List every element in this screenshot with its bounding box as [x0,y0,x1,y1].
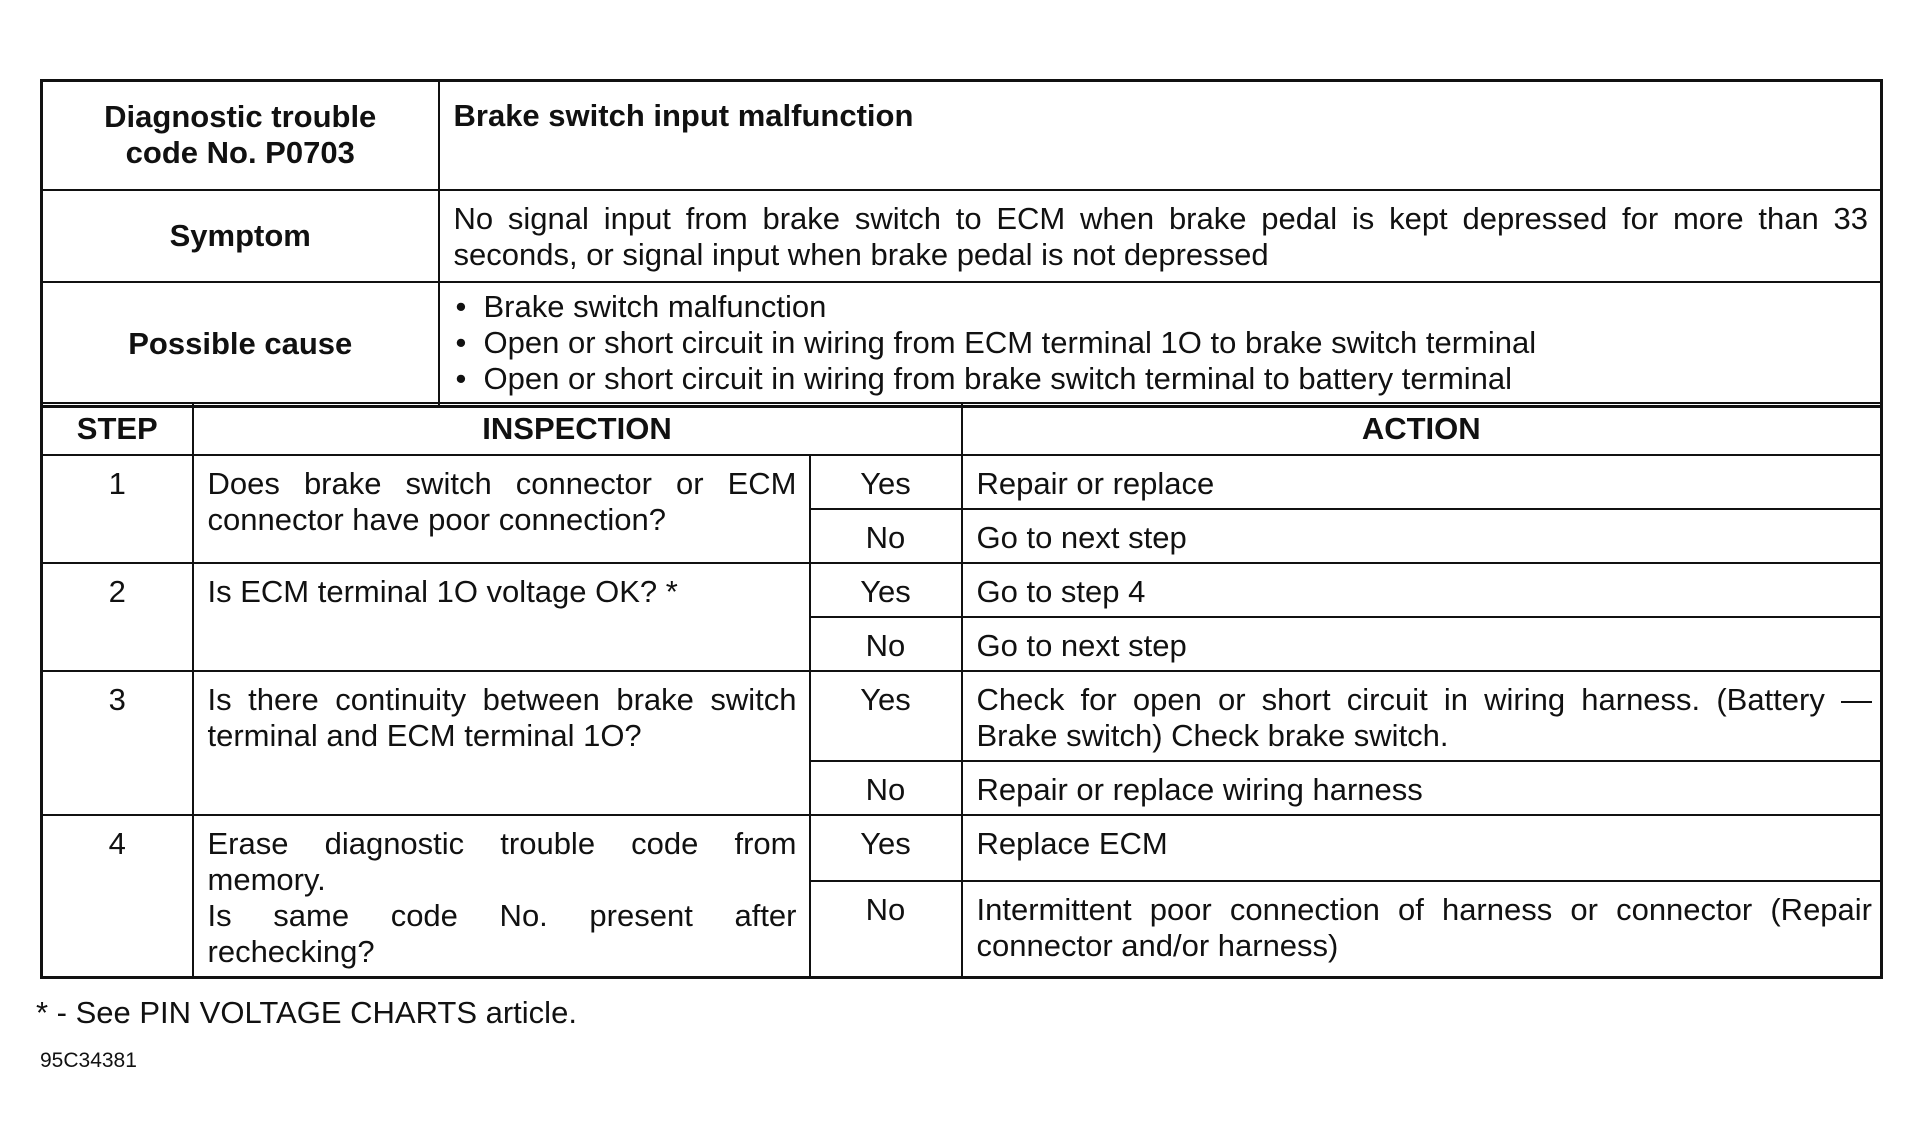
possible-cause-item: • Open or short circuit in wiring from ECM terminal 1O to brake switch terminal [454,325,1869,361]
table-row [42,815,1882,881]
action-yes: Go to step 4 [962,563,1882,617]
answer-yes: Yes [810,455,962,509]
step-number: 1 [42,455,193,563]
table-row [42,563,1882,617]
step-inspection: Is ECM terminal 1O voltage OK? * [193,563,810,671]
answer-no: No [810,617,962,671]
column-header-inspection: INSPECTION [193,403,962,455]
answer-yes: Yes [810,671,962,761]
answer-no: No [810,881,962,977]
action-yes: Replace ECM [962,815,1882,881]
footnote: * - See PIN VOLTAGE CHARTS article. [36,995,577,1030]
action-yes: Repair or replace [962,455,1882,509]
action-no: Repair or replace wiring harness [962,761,1882,815]
table-row [42,455,1882,509]
answer-no: No [810,509,962,563]
dtc-row [42,81,1882,190]
action-no: Intermittent poor connection of harness or connector (Repair connector and/or harness) [962,881,1882,977]
possible-cause-row [42,282,1882,407]
step-inspection-line: Is same code No. present after rechecking? [207,898,797,969]
action-no: Go to next step [962,617,1882,671]
step-number: 4 [42,815,193,978]
column-header-step: STEP [42,403,193,455]
step-number: 3 [42,671,193,815]
possible-cause-list [454,289,1869,397]
figure-id: 95C34381 [40,1049,137,1072]
answer-no: No [810,761,962,815]
symptom-row [42,190,1882,282]
step-inspection-line: Erase diagnostic trouble code from memory. [207,826,797,897]
dtc-title: Brake switch input malfunction [439,81,1882,190]
table-row [42,671,1882,761]
possible-cause-label: Possible cause [42,282,439,407]
column-header-row [42,403,1882,455]
inspection-steps-table [40,402,1883,979]
step-inspection: Is there continuity between brake switch terminal and ECM terminal 1O? [193,671,810,815]
answer-yes: Yes [810,563,962,617]
column-header-action: ACTION [962,403,1882,455]
step-inspection-cell [193,815,810,978]
possible-cause-item: • Open or short circuit in wiring from brake switch terminal to battery terminal [454,361,1869,397]
dtc-header-table [40,79,1883,408]
symptom-text: No signal input from brake switch to ECM when brake pedal is kept depressed for more than 33 seconds, or signal input when brake pedal is not depressed [439,190,1882,282]
dtc-label-text: Diagnostic trouble code No. P0703 [104,99,377,171]
action-yes: Check for open or short circuit in wiring harness. (Battery — Brake switch) Check brake switch. [962,671,1882,761]
dtc-label [42,81,439,190]
step-number: 2 [42,563,193,671]
step-inspection: Does brake switch connector or ECM connector have poor connection? [193,455,810,563]
possible-cause-item: • Brake switch malfunction [454,289,1869,325]
symptom-label: Symptom [42,190,439,282]
action-no: Go to next step [962,509,1882,563]
possible-cause-list-cell [439,282,1882,407]
answer-yes: Yes [810,815,962,881]
